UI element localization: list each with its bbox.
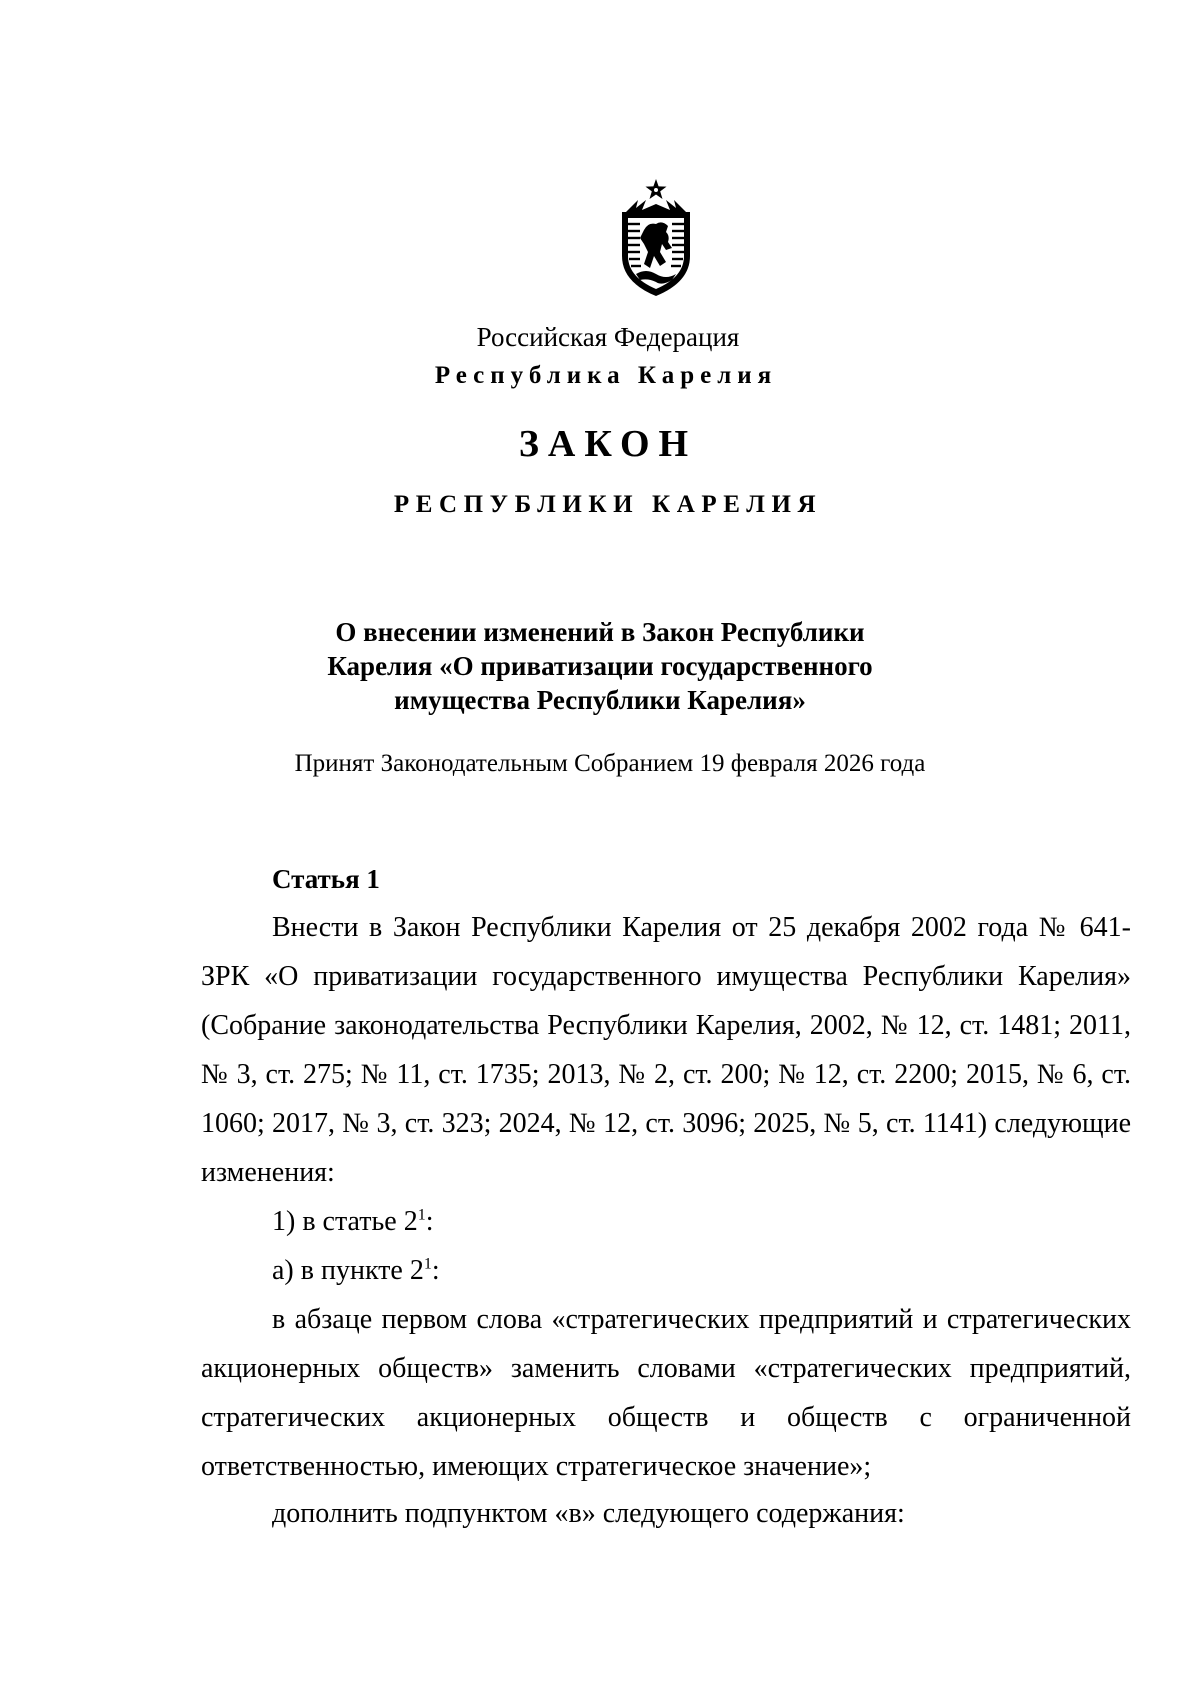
law-title-line: Карелия «О приватизации государственного: [327, 651, 873, 681]
article-item-a: [201, 1246, 1131, 1295]
article-intro-paragraph: [201, 903, 1131, 1197]
article-paragraph-abzac: [201, 1295, 1131, 1491]
republic-line: Республика Карелия: [434, 362, 778, 389]
federation-line: Российская Федерация: [476, 322, 740, 352]
article-item-1-text: [201, 1197, 1131, 1246]
coat-of-arms-emblem: [616, 178, 696, 300]
law-title: [0, 615, 1200, 717]
article-item-1-prefix: 1) в статье 2: [272, 1206, 418, 1237]
article-heading: Статья 1: [272, 864, 380, 894]
article-item-1-sup: 1: [417, 1206, 426, 1224]
article-paragraph-dopolnit-text: дополнить подпунктом «в» следующего содержания:: [272, 1498, 905, 1529]
article-item-a-prefix: а) в пункте 2: [272, 1255, 424, 1286]
article-item-1-suffix: :: [425, 1206, 434, 1237]
article-intro-text: Внести в Закон Республики Карелия от 25 декабря 2002 года № 641-ЗРК «О приватизации государственного имущества Республики Карелия» (Собрание законодательства Республики Карелия, 2002, № 12, ст. 1481; 2011, № 3, ст. 275; № 11, ст. 1735; 2013, № 2, ст. 200; № 12, ст. 2200; 2015, № 6, ст. 1060; 2017, № 3, ст. 323; 2024, № 12, ст. 3096; 2025, № 5, ст. 1141) следующие изменения:: [201, 912, 1131, 1188]
law-title-line: имущества Республики Карелия»: [394, 685, 806, 715]
article-item-a-suffix: :: [431, 1255, 440, 1286]
article-item-1: [201, 1197, 1131, 1246]
adoption-date-line: Принят Законодательным Собранием 19 февраля 2026 года: [294, 750, 926, 777]
article-item-a-sup: 1: [423, 1255, 432, 1273]
article-paragraph-dopolnit: [201, 1489, 1131, 1538]
law-subheading: РЕСПУБЛИКИ КАРЕЛИЯ: [393, 491, 823, 518]
law-heading: ЗАКОН: [518, 423, 698, 465]
article-item-a-text: [201, 1246, 1131, 1295]
article-paragraph-abzac-text: в абзаце первом слова «стратегических предприятий и стратегических акционерных обществ» заменить словами «стратегических предприятий, стратегических акционерных обществ и обществ с ограниченной ответственностью, имеющих стратегическое значение»;: [201, 1304, 1131, 1482]
law-title-line: О внесении изменений в Закон Республики: [335, 617, 865, 647]
